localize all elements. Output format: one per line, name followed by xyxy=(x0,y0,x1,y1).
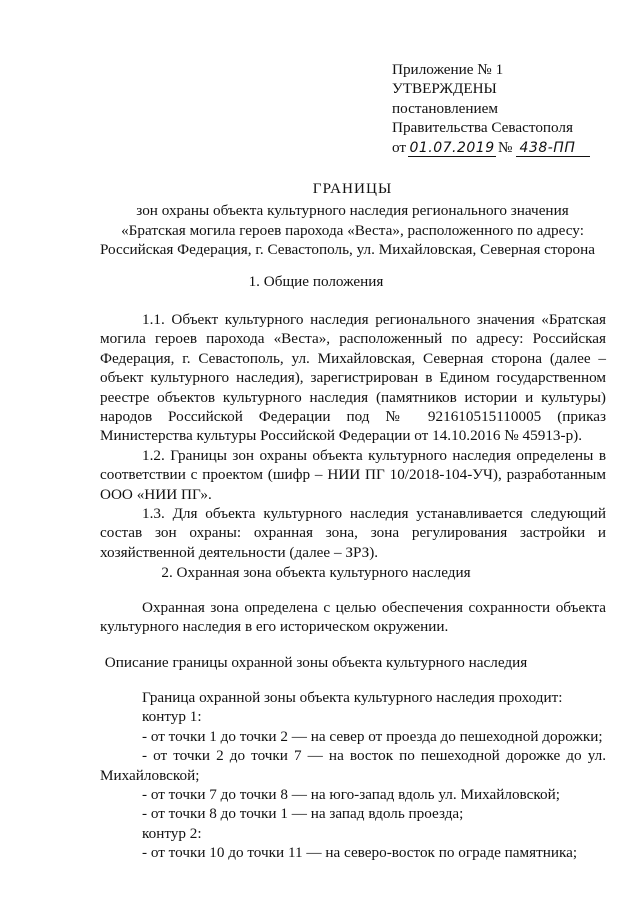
title-line-3: Российская Федерация, г. Севастополь, ул. Михайловская, Северная сторона xyxy=(99,241,596,259)
number-label: № xyxy=(498,138,513,156)
title-heading: ГРАНИЦЫ xyxy=(312,180,393,197)
contour-2-label: контур 2: xyxy=(142,824,202,842)
boundary-description xyxy=(100,688,606,863)
government-label: Правительства Севастополя xyxy=(392,119,573,137)
boundary-description-heading: Описание границы охранной зоны объекта культурного наследия xyxy=(104,654,528,671)
paragraph-1-1: 1.1. Объект культурного наследия регионального значения «Братская могила героев парохода «Веста», расположенный по адресу: Российская Федерация, г. Севастополь, ул. Михайловская, Северная сторона (далее – объект культурного наследия), зарегистрирован в Едином государственном реестре объектов культурного наследия (памятников истории и культуры) народов Российской Федерации под № 921610515110005 (приказ Министерства культуры Российской Федерации от 14.10.2016 № 45913-р). xyxy=(100,311,606,445)
section-2-intro xyxy=(100,598,606,637)
contour-1-item: - от точки 8 до точки 1 — на запад вдоль проезда; xyxy=(142,805,464,823)
handwritten-date: 01.07.2019 xyxy=(409,139,495,156)
paragraph-2-1: Охранная зона определена с целью обеспечения сохранности объекта культурного наследия в его историческом окружении. xyxy=(100,599,606,636)
section-1-heading: 1. Общие положения xyxy=(248,273,384,290)
section-1-body xyxy=(100,310,606,562)
from-label: от xyxy=(392,138,407,156)
appendix-number: Приложение № 1 xyxy=(392,61,504,78)
section-2-heading: 2. Охранная зона объекта культурного наследия xyxy=(161,564,471,581)
contour-1-item: - от точки 1 до точки 2 — на север от проезда до пешеходной дорожки; xyxy=(142,727,603,745)
document-title xyxy=(100,179,605,260)
resolution-label: постановлением xyxy=(392,99,499,117)
contour-1-label: контур 1: xyxy=(142,708,202,726)
contour-1-item: - от точки 2 до точки 7 — на восток по пешеходной дорожке до ул. Михайловской; xyxy=(100,747,606,784)
boundary-intro: Граница охранной зоны объекта культурного наследия проходит: xyxy=(142,689,563,706)
contour-1-item: - от точки 7 до точки 8 — на юго-запад вдоль ул. Михайловской; xyxy=(142,786,560,804)
approved-label: УТВЕРЖДЕНЫ xyxy=(392,80,497,98)
approval-block xyxy=(392,60,612,157)
title-line-1: зон охраны объекта культурного наследия регионального значения xyxy=(136,202,569,220)
contour-2-item: - от точки 10 до точки 11 — на северо-восток по ограде памятника; xyxy=(142,844,578,862)
title-line-2: «Братская могила героев парохода «Веста», расположенного по адресу: xyxy=(121,221,584,239)
paragraph-1-3: 1.3. Для объекта культурного наследия устанавливается следующий состав зон охраны: охранная зона, зона регулирования застройки и хозяйственной деятельности (далее – ЗРЗ). xyxy=(100,505,606,561)
handwritten-number: 438-ПП xyxy=(516,140,590,157)
paragraph-1-2: 1.2. Границы зон охраны объекта культурного наследия определены в соответствии с проектом (шифр – НИИ ПГ 10/2018-104-УЧ), разработанным ООО «НИИ ПГ». xyxy=(100,446,606,503)
date-number-line xyxy=(392,138,612,157)
